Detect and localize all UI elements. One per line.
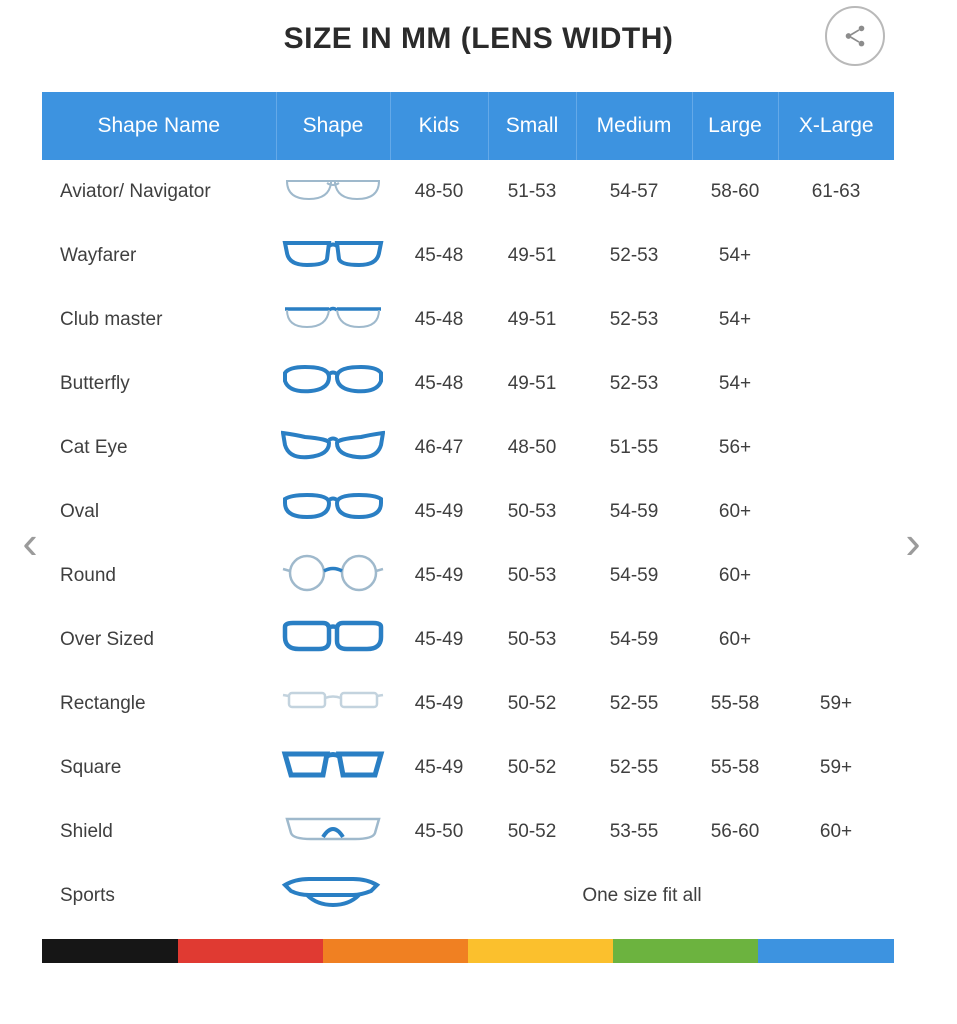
butterfly-glasses-icon xyxy=(281,361,385,401)
row-label: Oval xyxy=(42,480,276,544)
row-label: Square xyxy=(42,736,276,800)
column-header-kids: Kids xyxy=(390,92,488,160)
size-large: 56-60 xyxy=(692,800,778,864)
size-large: 54+ xyxy=(692,224,778,288)
shape-cell xyxy=(276,224,390,288)
shape-cell xyxy=(276,352,390,416)
shape-cell xyxy=(276,288,390,352)
size-large: 60+ xyxy=(692,608,778,672)
size-medium: 52-53 xyxy=(576,288,692,352)
size-kids: 45-49 xyxy=(390,672,488,736)
size-xlarge xyxy=(778,544,894,608)
aviator-glasses-icon xyxy=(281,169,385,209)
size-small: 50-53 xyxy=(488,544,576,608)
size-medium: 52-53 xyxy=(576,224,692,288)
color-segment-yellow xyxy=(468,939,613,963)
one-size-note: One size fit all xyxy=(390,864,894,928)
size-xlarge xyxy=(778,608,894,672)
size-kids: 48-50 xyxy=(390,160,488,224)
size-medium: 54-59 xyxy=(576,608,692,672)
color-segment-green xyxy=(613,939,758,963)
size-medium: 53-55 xyxy=(576,800,692,864)
shape-cell xyxy=(276,160,390,224)
color-strip xyxy=(42,939,894,963)
size-large: 55-58 xyxy=(692,736,778,800)
column-header-small: Small xyxy=(488,92,576,160)
size-large: 56+ xyxy=(692,416,778,480)
table-row xyxy=(42,672,894,736)
size-medium: 54-59 xyxy=(576,544,692,608)
size-small: 49-51 xyxy=(488,288,576,352)
shape-cell xyxy=(276,864,390,928)
size-small: 50-52 xyxy=(488,672,576,736)
size-xlarge: 59+ xyxy=(778,672,894,736)
page-title: SIZE IN MM (LENS WIDTH) xyxy=(283,22,674,55)
shape-cell xyxy=(276,480,390,544)
size-chart-table xyxy=(42,92,894,928)
shape-cell xyxy=(276,672,390,736)
size-xlarge xyxy=(778,352,894,416)
size-medium: 52-55 xyxy=(576,672,692,736)
size-xlarge xyxy=(778,224,894,288)
row-label: Rectangle xyxy=(42,672,276,736)
size-small: 50-53 xyxy=(488,608,576,672)
shape-cell xyxy=(276,544,390,608)
shield-glasses-icon xyxy=(281,809,385,849)
row-label: Shield xyxy=(42,800,276,864)
row-label: Sports xyxy=(42,864,276,928)
table-row xyxy=(42,352,894,416)
size-large: 60+ xyxy=(692,480,778,544)
size-large: 55-58 xyxy=(692,672,778,736)
square-glasses-icon xyxy=(281,745,385,785)
oval-glasses-icon xyxy=(281,489,385,529)
sports-glasses-icon xyxy=(281,873,385,913)
wayfarer-glasses-icon xyxy=(281,233,385,273)
row-label: Club master xyxy=(42,288,276,352)
size-table-wrapper xyxy=(42,92,894,928)
color-segment-blue xyxy=(758,939,894,963)
size-small: 49-51 xyxy=(488,352,576,416)
row-label: Butterfly xyxy=(42,352,276,416)
size-xlarge xyxy=(778,480,894,544)
round-glasses-icon xyxy=(281,553,385,593)
row-label: Wayfarer xyxy=(42,224,276,288)
row-label: Aviator/ Navigator xyxy=(42,160,276,224)
size-medium: 52-55 xyxy=(576,736,692,800)
size-small: 50-52 xyxy=(488,736,576,800)
row-label: Round xyxy=(42,544,276,608)
color-segment-orange xyxy=(323,939,468,963)
oversized-glasses-icon xyxy=(281,617,385,657)
shape-cell xyxy=(276,800,390,864)
table-row xyxy=(42,800,894,864)
column-header-shape: Shape xyxy=(276,92,390,160)
table-row xyxy=(42,608,894,672)
size-xlarge xyxy=(778,416,894,480)
table-row xyxy=(42,416,894,480)
size-kids: 45-49 xyxy=(390,480,488,544)
size-kids: 45-48 xyxy=(390,352,488,416)
table-row xyxy=(42,864,894,928)
table-row xyxy=(42,160,894,224)
shape-cell xyxy=(276,736,390,800)
size-small: 50-53 xyxy=(488,480,576,544)
size-large: 58-60 xyxy=(692,160,778,224)
column-header-medium: Medium xyxy=(576,92,692,160)
table-row xyxy=(42,480,894,544)
table-row xyxy=(42,224,894,288)
clubmaster-glasses-icon xyxy=(281,297,385,337)
table-row xyxy=(42,736,894,800)
size-large: 54+ xyxy=(692,352,778,416)
color-segment-red xyxy=(178,939,323,963)
size-xlarge: 61-63 xyxy=(778,160,894,224)
next-arrow-button[interactable]: › xyxy=(905,516,921,568)
size-medium: 51-55 xyxy=(576,416,692,480)
size-medium: 52-53 xyxy=(576,352,692,416)
size-kids: 46-47 xyxy=(390,416,488,480)
size-small: 49-51 xyxy=(488,224,576,288)
table-row xyxy=(42,544,894,608)
table-row xyxy=(42,288,894,352)
chart-header xyxy=(0,0,957,86)
prev-arrow-button[interactable]: ‹ xyxy=(22,516,38,568)
size-small: 48-50 xyxy=(488,416,576,480)
size-xlarge: 59+ xyxy=(778,736,894,800)
row-label: Over Sized xyxy=(42,608,276,672)
size-medium: 54-59 xyxy=(576,480,692,544)
size-kids: 45-49 xyxy=(390,608,488,672)
share-button[interactable] xyxy=(825,6,885,66)
size-xlarge: 60+ xyxy=(778,800,894,864)
share-icon xyxy=(842,23,868,49)
size-xlarge xyxy=(778,288,894,352)
table-body xyxy=(42,160,894,928)
size-medium: 54-57 xyxy=(576,160,692,224)
size-large: 54+ xyxy=(692,288,778,352)
table-header-row xyxy=(42,92,894,160)
row-label: Cat Eye xyxy=(42,416,276,480)
size-kids: 45-50 xyxy=(390,800,488,864)
rectangle-glasses-icon xyxy=(281,681,385,721)
size-kids: 45-48 xyxy=(390,224,488,288)
size-large: 60+ xyxy=(692,544,778,608)
size-small: 51-53 xyxy=(488,160,576,224)
size-kids: 45-49 xyxy=(390,736,488,800)
cateye-glasses-icon xyxy=(281,425,385,465)
size-kids: 45-48 xyxy=(390,288,488,352)
size-kids: 45-49 xyxy=(390,544,488,608)
size-small: 50-52 xyxy=(488,800,576,864)
column-header-shape-name: Shape Name xyxy=(42,92,276,160)
color-segment-black xyxy=(42,939,178,963)
shape-cell xyxy=(276,416,390,480)
column-header-xlarge: X-Large xyxy=(778,92,894,160)
column-header-large: Large xyxy=(692,92,778,160)
shape-cell xyxy=(276,608,390,672)
